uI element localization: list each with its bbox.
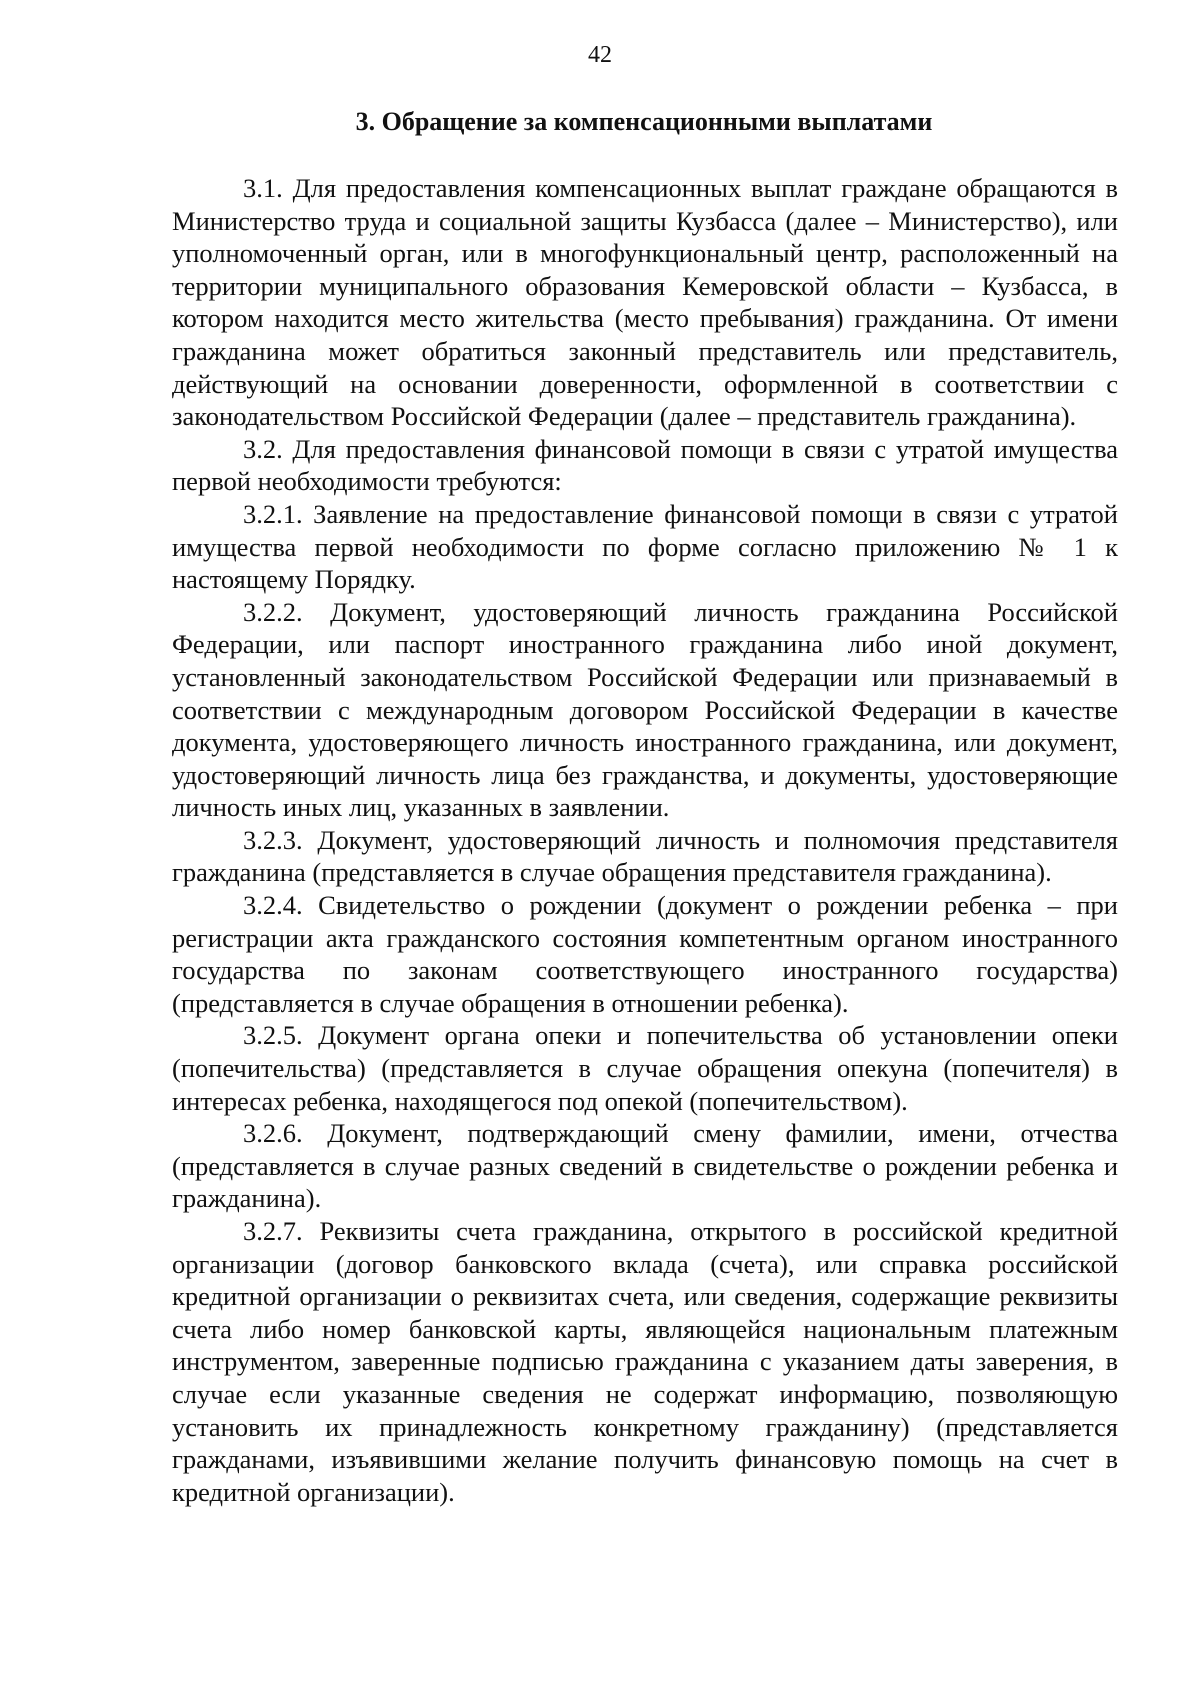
paragraph-3-2-7: 3.2.7. Реквизиты счета гражданина, открытого в российской кредитной организации (договор банковского вклада (счета), или справка российской кредитной организации о реквизитах счета, или сведения, содержащие реквизиты счета либо номер банковской карты, являющейся национальным платежным инструментом, заверенные подписью гражданина с указанием даты заверения, в случае если указанные сведения не содержат информацию, позволяющую установить их принадлежность конкретному гражданину) (представляется гражданами, изъявившими желание получить финансовую помощь на счет в кредитной организации). (172, 1216, 1118, 1507)
paragraph-3-2-5: 3.2.5. Документ органа опеки и попечительства об установлении опеки (попечительства) (представляется в случае обращения опекуна (попечителя) в интересах ребенка, находящегося под опекой (попечительством). (172, 1020, 1118, 1116)
paragraph-3-2-6: 3.2.6. Документ, подтверждающий смену фамилии, имени, отчества (представляется в случае разных сведений в свидетельстве о рождении ребенка и гражданина). (172, 1118, 1118, 1214)
page-number: 42 (588, 42, 612, 68)
body-text (172, 172, 1118, 1508)
paragraph-3-2-2: 3.2.2. Документ, удостоверяющий личность гражданина Российской Федерации, или паспорт иностранного гражданина либо иной документ, установленный законодательством Российской Федерации или признаваемый в соответствии с международным договором Российской Федерации в качестве документа, удостоверяющего личность иностранного гражданина, или документ, удостоверяющий личность лица без гражданства, и документы, удостоверяющие личность иных лиц, указанных в заявлении. (172, 596, 1118, 823)
paragraph-3-2: 3.2. Для предоставления финансовой помощи в связи с утратой имущества первой необходимости требуются: (172, 433, 1118, 497)
paragraph-3-2-3: 3.2.3. Документ, удостоверяющий личность и полномочия представителя гражданина (представляется в случае обращения представителя гражданина). (172, 824, 1118, 888)
paragraph-3-2-1: 3.2.1. Заявление на предоставление финансовой помощи в связи с утратой имущества первой необходимости по форме согласно приложению № 1 к настоящему Порядку. (172, 498, 1118, 595)
paragraph-3-1: 3.1. Для предоставления компенсационных выплат граждане обращаются в Министерство труда и социальной защиты Кузбасса (далее – Министерство), или уполномоченный орган, или в многофункциональный центр, расположенный на территории муниципального образования Кемеровской области – Кузбасса, в котором находится место жительства (место пребывания) гражданина. От имени гражданина может обратиться законный представитель или представитель, действующий на основании доверенности, оформленной в соответствии с законодательством Российской Федерации (далее – представитель гражданина). (172, 173, 1118, 432)
section-title: 3. Обращение за компенсационными выплатами (355, 107, 933, 136)
paragraph-3-2-4: 3.2.4. Свидетельство о рождении (документ о рождении ребенка – при регистрации акта гражданского состояния компетентным органом иностранного государства по законам соответствующего иностранного государства) (представляется в случае обращения в отношении ребенка). (172, 890, 1118, 1018)
